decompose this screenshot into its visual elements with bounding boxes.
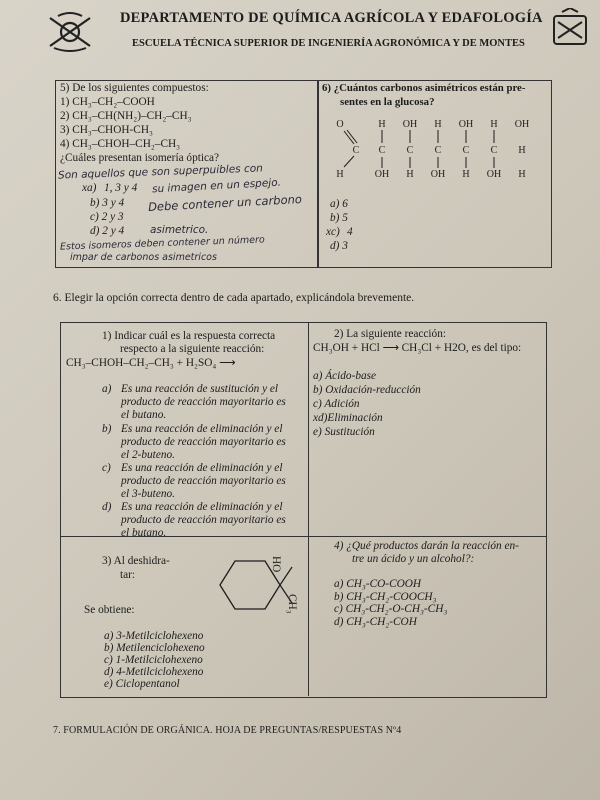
glucose-carbon: C	[462, 145, 470, 156]
sub4-title-2: tre un ácido y un alcohol?:	[352, 553, 475, 565]
q5-compound-4: 4) CH₃–CHOH–CH₂–CH₃	[60, 138, 181, 150]
sub1-option-d: Es una reacción de eliminación y el producto de reacción mayoritario es el butano.	[121, 501, 286, 539]
glucose-bottom-label: H	[518, 169, 526, 180]
university-seal-icon	[548, 8, 592, 52]
q6-option-c-mark: xc)	[326, 226, 340, 238]
glucose-bottom-label: OH	[486, 169, 502, 180]
school-subtitle: ESCUELA TÉCNICA SUPERIOR DE INGENIERÍA AGRONÓMICA Y DE MONTES	[132, 38, 525, 49]
glucose-bottom-label: OH	[430, 169, 446, 180]
q5-question: ¿Cuáles presentan isomería óptica?	[60, 152, 220, 164]
sub3-ch3-label: CH₃	[286, 594, 298, 614]
glucose-carbon: C	[434, 145, 442, 156]
sub4-option-d: d) CH₃-CH₂-COH	[334, 615, 417, 628]
glucose-top-label: H	[378, 119, 386, 130]
sub4-title-1: 4) ¿Qué productos darán la reacción en-	[334, 540, 519, 552]
sub3-option-d: d) 4-Metilciclohexeno	[104, 666, 204, 678]
glucose-carbon: C	[352, 145, 360, 156]
q5-handwritten-1: Son aquellos que son superpuibles con	[57, 162, 264, 182]
glucose-carbon: C	[378, 145, 386, 156]
sub1-option-a-letter: a)	[102, 383, 112, 395]
q5-option-d: d) 2 y 4	[90, 225, 125, 237]
q5-handwritten-3: Debe contener un carbono	[147, 191, 303, 215]
glucose-bottom-label: OH	[374, 169, 390, 180]
sub2-option-d: xd)Eliminación	[313, 412, 383, 424]
glucose-bottom-label: H	[462, 169, 470, 180]
sub1-option-c: Es una reacción de eliminación y el producto de reacción mayoritario es el 3-buteno.	[121, 462, 286, 500]
glucose-bottom-label: H	[406, 169, 414, 180]
q5-compound-1: 1) CH₃–CH₂–COOH	[60, 96, 155, 108]
q5-option-c: c) 2 y 3	[90, 211, 124, 223]
q5-title: 5) De los siguientes compuestos:	[60, 82, 209, 94]
q6-option-a: a) 6	[330, 198, 348, 210]
glucose-carbon: H	[518, 145, 526, 156]
glucose-carbon: C	[406, 145, 414, 156]
glucose-structure	[330, 115, 540, 185]
table-vertical-divider	[308, 322, 309, 696]
q5-compound-3: 3) CH₃–CHOH-CH₃	[60, 124, 153, 136]
sub3-title-2: tar:	[120, 569, 136, 581]
sub1-reaction: CH₃–CHOH–CH₂–CH₃ + H₂SO₄ ⟶	[66, 357, 236, 369]
glucose-top-label: H	[490, 119, 498, 130]
bond-line	[344, 156, 354, 167]
section-6-heading: 6. Elegir la opción correcta dentro de cada apartado, explicándola brevemente.	[53, 292, 415, 304]
q6-title-1: 6) ¿Cuántos carbonos asimétricos están pre-	[322, 82, 526, 94]
sub1-option-d-letter: d)	[102, 501, 112, 513]
department-title: DEPARTAMENTO DE QUÍMICA AGRÍCOLA Y EDAFOLOGÍA	[120, 10, 543, 26]
sub4-option-c: c) CH₃-CH₂-O-CH₃-CH₃	[334, 603, 448, 615]
glucose-top-label: H	[434, 119, 442, 130]
sub3-option-b: b) Metilenciclohexeno	[104, 642, 205, 654]
q5-option-a-mark: xa)	[82, 182, 97, 194]
q5-handwritten-6: impar de carbonos asimetricos	[70, 252, 217, 263]
sub4-option-a: a) CH₃-CO-COOH	[334, 578, 422, 590]
glucose-top-label: OH	[402, 119, 418, 130]
sub2-options	[313, 369, 421, 439]
sub3-options	[104, 630, 205, 690]
sub1-title-2: respecto a la siguiente reacción:	[120, 343, 265, 355]
q5-option-a: 1, 3 y 4	[104, 182, 138, 194]
glucose-carbon: C	[490, 145, 498, 156]
sub1-option-b-letter: b)	[102, 423, 112, 435]
sub1-option-a: Es una reacción de sustitución y el producto de reacción mayoritario es el butano.	[121, 383, 286, 421]
q6-option-b: b) 5	[330, 212, 348, 224]
sub2-option-b: b) Oxidación-reducción	[313, 384, 421, 396]
q5-handwritten-4: asimetrico.	[150, 224, 209, 236]
sub1-option-c-letter: c)	[102, 462, 111, 474]
sub3-oh-label: HO	[270, 556, 282, 573]
q5-handwritten-5: Estos isomeros deben contener un número	[59, 234, 265, 253]
q5-handwritten-2: su imagen en un espejo.	[151, 176, 282, 196]
glucose-top-label: OH	[514, 119, 530, 130]
q6-option-c: 4	[347, 226, 353, 238]
q6-title-2: sentes en la glucosa?	[340, 96, 435, 108]
sub3-option-e: e) Ciclopentanol	[104, 678, 180, 690]
q5-compound-2: 2) CH₃–CH(NH₂)–CH₂–CH₃	[60, 110, 192, 122]
sub4-option-b: b) CH₃-CH₂-COOCH₃	[334, 590, 437, 603]
sub2-reaction: CH₃OH + HCl ⟶ CH₃Cl + H2O, es del tipo:	[313, 342, 522, 354]
sub1-option-b: Es una reacción de eliminación y el producto de reacción mayoritario es el 2-buteno.	[121, 423, 286, 461]
sub4-options	[334, 578, 447, 628]
q5-option-b: b) 3 y 4	[90, 197, 125, 209]
q6-option-d: d) 3	[330, 240, 348, 252]
sub2-title: 2) La siguiente reacción:	[334, 328, 446, 340]
glucose-top-label: O	[336, 119, 344, 130]
sub3-option-a: a) 3-Metilciclohexeno	[104, 630, 204, 642]
school-logo-icon	[44, 12, 96, 52]
sub3-result: Se obtiene:	[84, 604, 135, 616]
sub2-option-c: c) Adición	[313, 398, 360, 410]
sub2-option-a: a) Ácido-base	[313, 370, 377, 382]
sub2-option-e: e) Sustitución	[313, 426, 375, 438]
sub3-title-1: 3) Al deshidra-	[102, 555, 170, 567]
glucose-top-label: OH	[458, 119, 474, 130]
sub1-title-1: 1) Indicar cuál es la respuesta correcta	[102, 330, 276, 342]
glucose-bottom-label: H	[336, 169, 344, 180]
section-7-heading: 7. FORMULACIÓN DE ORGÁNICA. HOJA DE PREGUNTAS/RESPUESTAS Nº4	[53, 725, 402, 736]
sub3-option-c: c) 1-Metilciclohexeno	[104, 654, 203, 666]
